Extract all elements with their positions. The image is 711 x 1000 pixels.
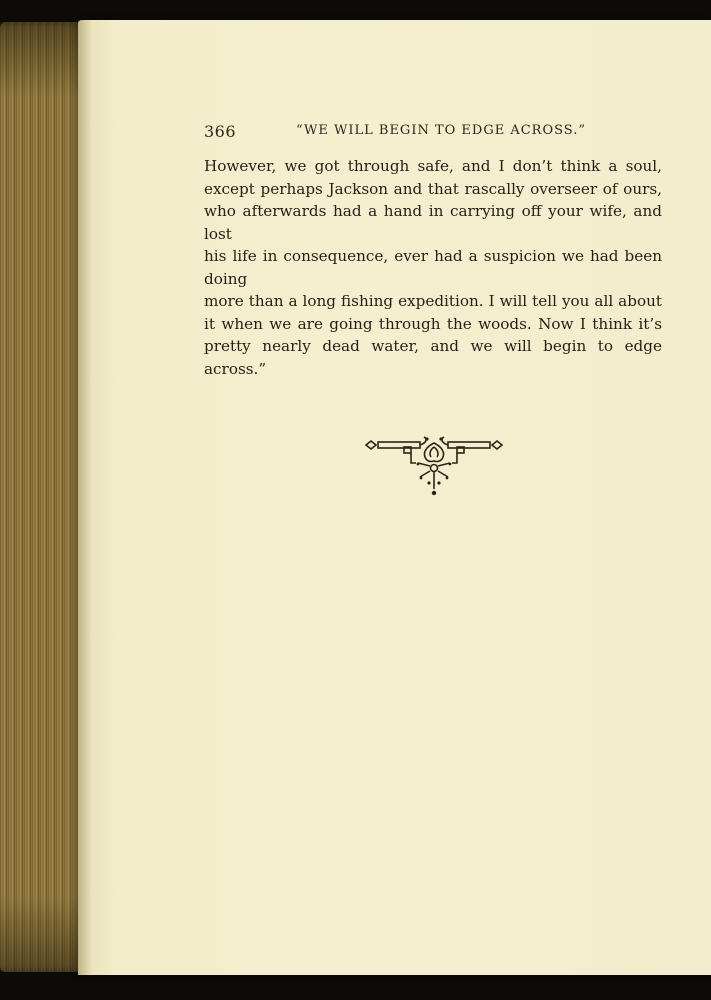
text-line: pretty nearly dead water, and we will begin to edge across.” (204, 337, 662, 378)
page-number: 366 (204, 122, 237, 141)
page-header (204, 122, 664, 142)
text-line: his life in consequence, ever had a suspicion we had been doing (204, 247, 662, 288)
tailpiece-ornament-icon (364, 433, 504, 505)
running-head: “WE WILL BEGIN TO EDGE ACROSS.” (296, 123, 587, 138)
text-line: it when we are going through the woods. Now I think it’s (204, 314, 662, 333)
text-line: more than a long fishing expedition. I will tell you all about (204, 292, 662, 310)
text-line: However, we got through safe, and I don’t think a soul, (204, 157, 662, 175)
text-line: except perhaps Jackson and that rascally overseer of ours, (204, 179, 662, 198)
text-line: who afterwards had a hand in carrying off your wife, and lost (204, 202, 662, 243)
book-page-edges (0, 22, 90, 972)
body-text (204, 155, 662, 380)
